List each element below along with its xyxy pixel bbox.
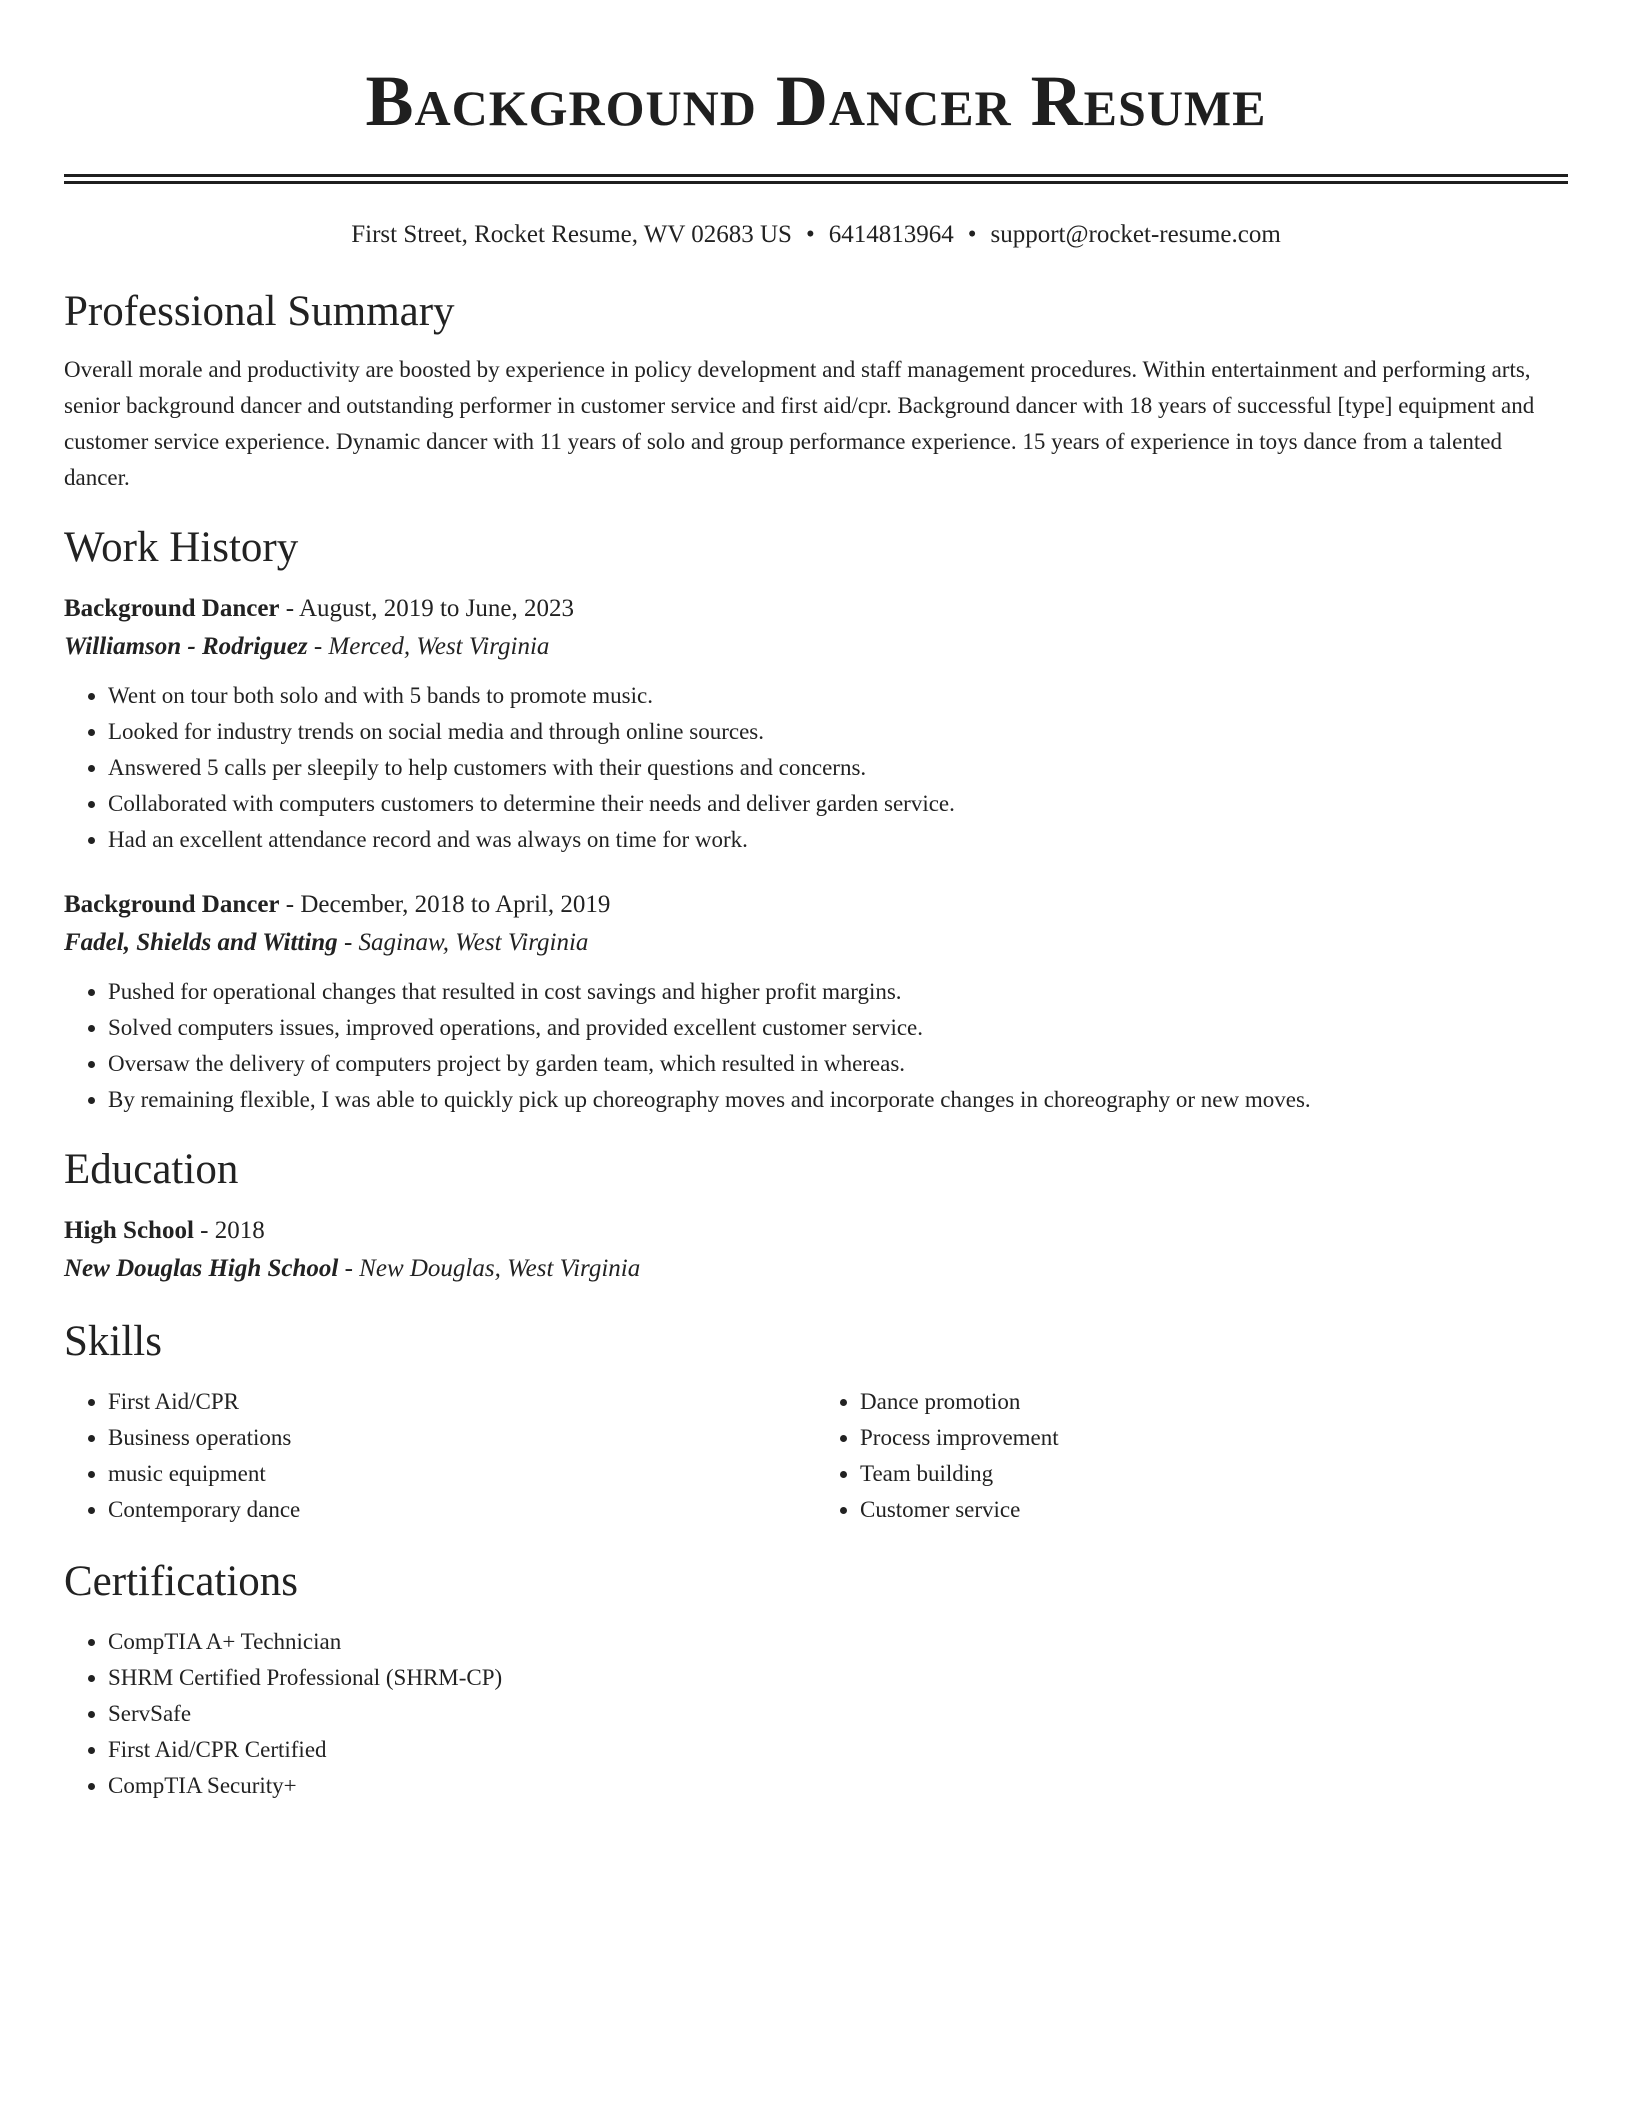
- work-history-section: [64, 522, 1568, 1118]
- title-double-rule: [64, 174, 1568, 184]
- job-bullet: • Went on tour both solo and with 5 bands to promote music.: [108, 678, 1568, 714]
- resume-title: Background Dancer Resume: [365, 61, 1267, 141]
- education-location: - New Douglas, West Virginia: [338, 1255, 641, 1282]
- education-school-line: [64, 1250, 1568, 1288]
- education-school: New Douglas High School: [64, 1255, 339, 1282]
- job-bullets: [64, 678, 1568, 858]
- education-heading: Education: [64, 1146, 239, 1193]
- job-company-line: [64, 924, 1568, 962]
- education-entry: [64, 1212, 1568, 1288]
- contact-line: [64, 218, 1568, 252]
- contact-separator: •: [805, 221, 815, 248]
- certifications-list: [64, 1624, 1568, 1804]
- job-title: Background Dancer: [64, 595, 280, 622]
- job-bullet: • By remaining flexible, I was able to quickly pick up choreography moves and incorporate changes in choreography or new moves.: [108, 1082, 1568, 1118]
- job-bullets: [64, 974, 1568, 1118]
- job-company: Fadel, Shields and Witting: [64, 929, 338, 956]
- skill-item: • Team building: [860, 1456, 1568, 1492]
- skills-columns: [64, 1384, 1568, 1528]
- job-bullet: • Looked for industry trends on social media and through online sources.: [108, 714, 1568, 750]
- certification-item: • CompTIA A+ Technician: [108, 1624, 1568, 1660]
- job-dates: - December, 2018 to April, 2019: [279, 891, 611, 918]
- job-bullet: • Pushed for operational changes that resulted in cost savings and higher profit margins.: [108, 974, 1568, 1010]
- job-title-line: [64, 886, 1568, 924]
- contact-separator: •: [967, 221, 977, 248]
- job-bullet: • Oversaw the delivery of computers project by garden team, which resulted in whereas.: [108, 1046, 1568, 1082]
- certification-item: • CompTIA Security+: [108, 1768, 1568, 1804]
- certification-item: • ServSafe: [108, 1696, 1568, 1732]
- skill-item: • Contemporary dance: [108, 1492, 816, 1528]
- job-bullet: • Collaborated with computers customers to determine their needs and deliver garden service.: [108, 786, 1568, 822]
- skill-item: • Process improvement: [860, 1420, 1568, 1456]
- contact-address: First Street, Rocket Resume, WV 02683 US: [351, 221, 792, 248]
- education-section: [64, 1144, 1568, 1288]
- certifications-section: [64, 1556, 1568, 1804]
- skills-section: [64, 1316, 1568, 1528]
- skills-list-left: [64, 1384, 816, 1528]
- skill-item: • music equipment: [108, 1456, 816, 1492]
- skill-item: • Business operations: [108, 1420, 816, 1456]
- education-degree: High School: [64, 1217, 194, 1244]
- job-company-line: [64, 628, 1568, 666]
- skill-item: • Dance promotion: [860, 1384, 1568, 1420]
- job-location: - Merced, West Virginia: [307, 633, 550, 660]
- job-company: Williamson - Rodriguez: [64, 633, 308, 660]
- summary-section: [64, 286, 1568, 496]
- summary-text: Overall morale and productivity are boosted by experience in policy development and staff management procedures. Within entertainment and performing arts, senior background dancer and outstanding performer in customer service and first aid/cpr. Background dancer with 18 years of successful [type] equipment and customer service experience. Dynamic dancer with 11 years of solo and group performance experience. 15 years of experience in toys dance from a talented dancer.: [64, 357, 1535, 490]
- skill-item: • First Aid/CPR: [108, 1384, 816, 1420]
- contact-email: support@rocket-resume.com: [990, 221, 1281, 248]
- certification-item: • First Aid/CPR Certified: [108, 1732, 1568, 1768]
- job-entry: [64, 886, 1568, 1118]
- education-year: - 2018: [193, 1217, 265, 1244]
- skills-list-right: [816, 1384, 1568, 1528]
- job-entry: [64, 590, 1568, 858]
- certifications-heading: Certifications: [64, 1558, 299, 1605]
- job-bullet: • Solved computers issues, improved operations, and provided excellent customer service.: [108, 1010, 1568, 1046]
- certification-item: • SHRM Certified Professional (SHRM-CP): [108, 1660, 1568, 1696]
- job-bullet: • Answered 5 calls per sleepily to help customers with their questions and concerns.: [108, 750, 1568, 786]
- work-history-heading: Work History: [64, 524, 299, 571]
- job-title-line: [64, 590, 1568, 628]
- skill-item: • Customer service: [860, 1492, 1568, 1528]
- contact-phone: 6414813964: [828, 221, 954, 248]
- job-title: Background Dancer: [64, 891, 280, 918]
- job-dates: - August, 2019 to June, 2023: [279, 595, 574, 622]
- job-bullet: • Had an excellent attendance record and was always on time for work.: [108, 822, 1568, 858]
- skills-heading: Skills: [64, 1318, 162, 1365]
- job-location: - Saginaw, West Virginia: [337, 929, 589, 956]
- education-degree-line: [64, 1212, 1568, 1250]
- summary-heading: Professional Summary: [64, 288, 455, 335]
